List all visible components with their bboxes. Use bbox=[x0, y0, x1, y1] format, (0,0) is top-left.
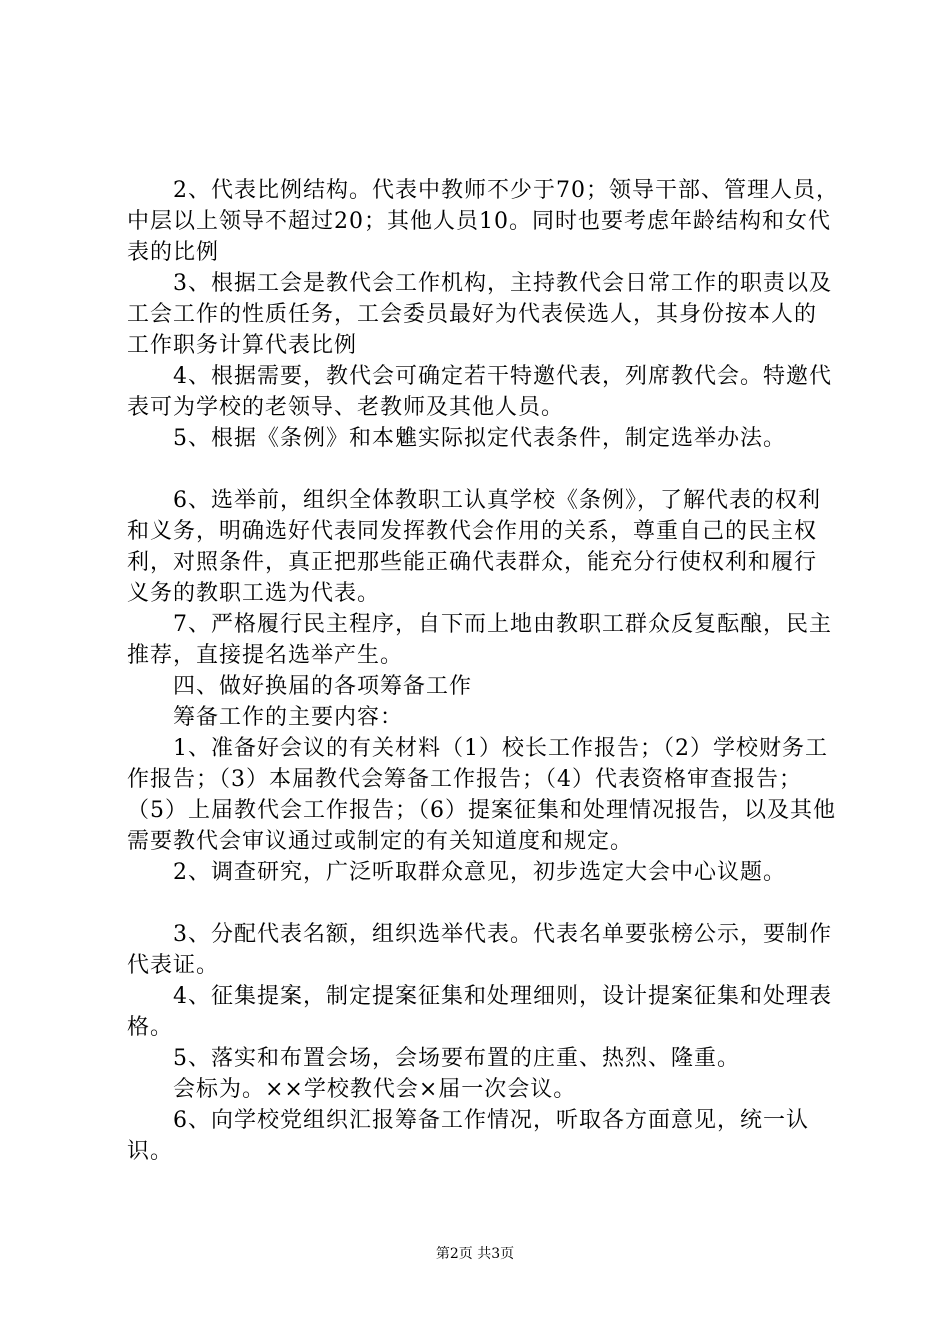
page-number-footer: 第2页 共3页 bbox=[435, 1246, 515, 1262]
paragraph: 5、根据《条例》和本魋实际拟定代表条件，制定选举办法。 bbox=[173, 426, 786, 451]
paragraph: 2、调查研究，广泛听取群众意见，初步选定大会中心议题。 bbox=[173, 860, 786, 885]
paragraph: 筹备工作的主要内容： bbox=[173, 705, 404, 730]
paragraph: 1、准备好会议的有关材料（1）校长工作报告；（2）学校财务工作报告；（3）本届教代会筹备工作报告；（4）代表资格审查报告；（5）上届教代会工作报告；（6）提案征集和处理情况报告，以及其他需要教代会审议通过或制定的有关知道度和规定。 bbox=[127, 736, 836, 854]
paragraph: 7、严格履行民主程序，自下而上地由教职工群众反复酝酿，民主推荐，直接提名选举产生。 bbox=[127, 612, 832, 668]
section-heading: 四、做好换届的各项筹备工作 bbox=[173, 674, 473, 699]
paragraph: 4、根据需要，教代会可确定若干特邀代表，列席教代会。特邀代表可为学校的老领导、老教师及其他人员。 bbox=[127, 364, 832, 420]
document-body bbox=[127, 175, 839, 1167]
paragraph: 会标为。××学校教代会×届一次会议。 bbox=[173, 1077, 577, 1102]
paragraph: 3、根据工会是教代会工作机构，主持教代会日常工作的职责以及工会工作的性质任务，工会委员最好为代表侯选人，其身份按本人的工作职务计算代表比例 bbox=[127, 271, 832, 358]
paragraph: 6、选举前，组织全体教职工认真学校《条例》，了解代表的权利和义务，明确选好代表同发挥教代会作用的关系，尊重自己的民主权利，对照条件，真正把那些能正确代表群众，能充分行使权利和履行义务的教职工选为代表。 bbox=[127, 488, 821, 606]
paragraph: 6、向学校党组织汇报筹备工作情况，听取各方面意见，统一认识。 bbox=[127, 1108, 809, 1164]
paragraph: 5、落实和布置会场，会场要布置的庄重、热烈、隆重。 bbox=[173, 1046, 740, 1071]
paragraph: 4、征集提案，制定提案征集和处理细则，设计提案征集和处理表格。 bbox=[127, 984, 832, 1040]
paragraph: 3、分配代表名额，组织选举代表。代表名单要张榜公示，要制作代表证。 bbox=[127, 922, 832, 978]
paragraph: 2、代表比例结构。代表中教师不少于70；领导干部、管理人员，中层以上领导不超过20；其他人员10。同时也要考虑年龄结构和女代表的比例 bbox=[127, 178, 839, 265]
